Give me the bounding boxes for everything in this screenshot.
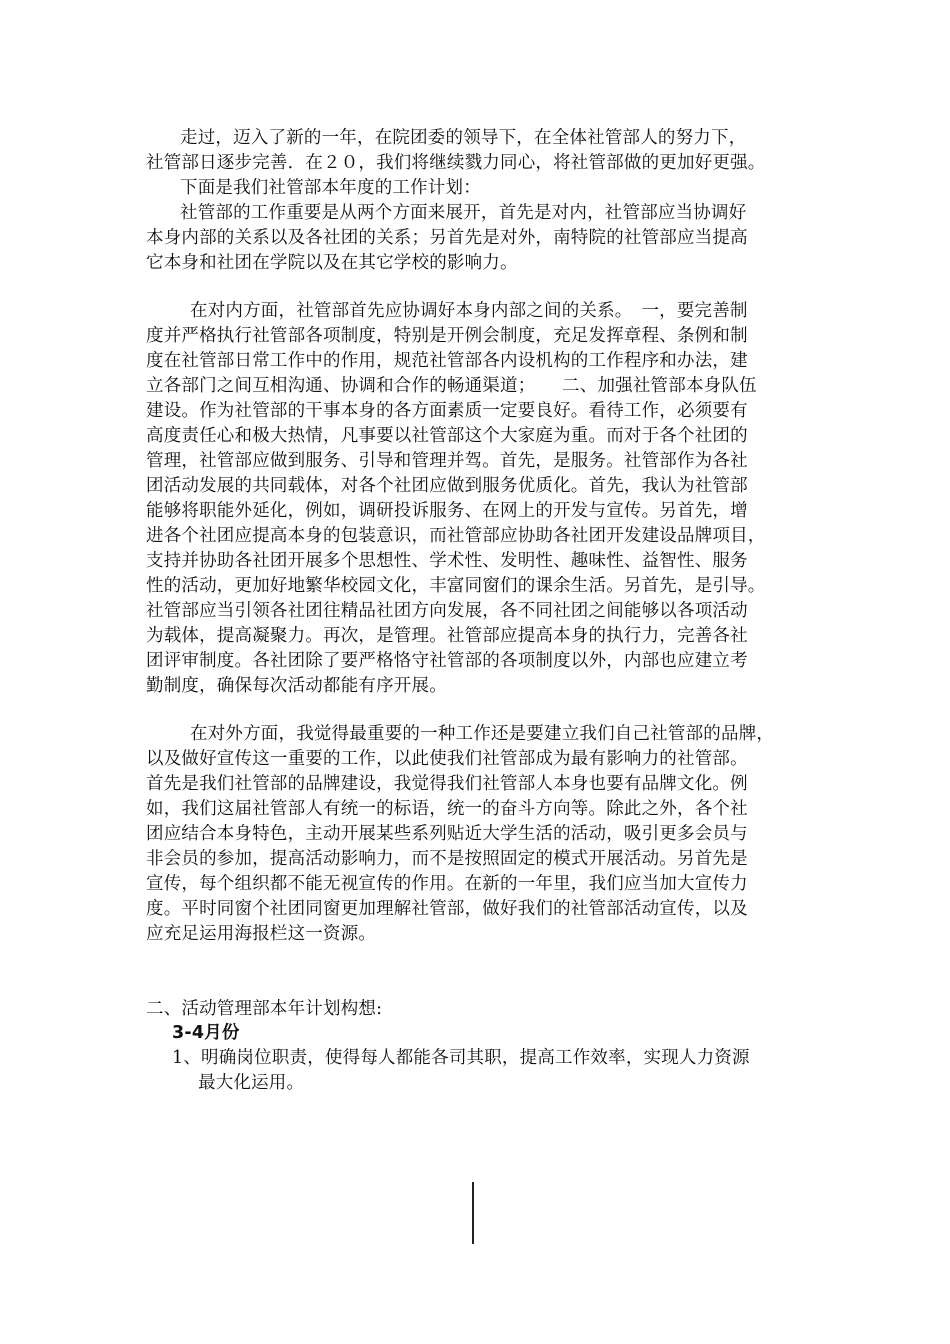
intro-line-6: 它本身和社团在学院以及在其它学校的影响力。 [146,253,518,273]
intro-line-5: 本身内部的关系以及各社团的关系；另首先是对外，南特院的社管部应当提高 [146,228,748,248]
internal-line-10: 进各个社团应提高本身的包装意识，而社管部应协助各社团开发建设品牌项目， [146,526,766,546]
internal-line-2: 度并严格执行社管部各项制度，特别是开例会制度，充足发挥章程、条例和制 [146,326,748,346]
intro-line-2: 社管部日逐步完善．在２０，我们将继续戮力同心，将社管部做的更加好更强。 [146,153,766,173]
external-line-5: 团应结合本身特色，主动开展某些系列贴近大学生活的活动，吸引更多会员与 [146,824,748,844]
internal-line-4: 立各部门之间互相沟通、协调和合作的畅通渠道； 二、加强社管部本身队伍 [146,376,757,396]
internal-line-11: 支持并协助各社团开展多个思想性、学术性、发明性、趣味性、益智性、服务 [146,551,748,571]
internal-line-5: 建设。作为社管部的干事本身的各方面素质一定要良好。看待工作，必须要有 [146,401,748,421]
vertical-divider [472,1182,474,1244]
internal-line-13: 社管部应当引领各社团往精品社团方向发展，各不同社团之间能够以各项活动 [146,601,748,621]
intro-line-3: 下面是我们社管部本年度的工作计划： [180,178,481,198]
month-heading: 3-4月份 [172,1023,240,1043]
external-line-4: 如，我们这届社管部人有统一的标语，统一的奋斗方向等。除此之外，各个社 [146,799,748,819]
internal-line-7: 管理，社管部应做到服务、引导和管理并驾。首先，是服务。社管部作为各社 [146,451,748,471]
external-line-6: 非会员的参加，提高活动影响力，而不是按照固定的模式开展活动。另首先是 [146,849,748,869]
internal-line-16: 勤制度，确保每次活动都能有序开展。 [146,676,447,696]
internal-line-8: 团活动发展的共同载体，对各个社团应做到服务优质化。首先，我认为社管部 [146,476,748,496]
item1-line-2: 最大化运用。 [198,1073,305,1093]
external-line-9: 应充足运用海报栏这一资源。 [146,924,377,944]
external-line-3: 首先是我们社管部的品牌建设，我觉得我们社管部人本身也要有品牌文化。例 [146,774,748,794]
item1-line-1: 1、明确岗位职责，使得每人都能各司其职，提高工作效率，实现人力资源 [172,1048,750,1068]
section-title: 二、活动管理部本年计划构想: [146,999,383,1019]
intro-line-1: 走过，迈入了新的一年，在院团委的领导下，在全体社管部人的努力下， [180,128,747,148]
internal-line-3: 度在社管部日常工作中的作用，规范社管部各内设机构的工作程序和办法，建 [146,351,748,371]
internal-line-6: 高度责任心和极大热情，凡事要以社管部这个大家庭为重。而对于各个社团的 [146,426,748,446]
external-line-1: 在对外方面，我觉得最重要的一种工作还是要建立我们自己社管部的品牌， [190,724,775,744]
external-line-8: 度。平时同窗个社团同窗更加理解社管部，做好我们的社管部活动宣传，以及 [146,899,748,919]
external-line-7: 宣传，每个组织都不能无视宣传的作用。在新的一年里，我们应当加大宣传力 [146,874,748,894]
internal-line-1: 在对内方面，社管部首先应协调好本身内部之间的关系。 一，要完善制 [190,301,748,321]
external-line-2: 以及做好宣传这一重要的工作，以此使我们社管部成为最有影响力的社管部。 [146,749,748,769]
internal-line-9: 能够将职能外延化，例如，调研投诉服务、在网上的开发与宣传。另首先，增 [146,501,748,521]
internal-line-14: 为载体，提高凝聚力。再次，是管理。社管部应提高本身的执行力，完善各社 [146,626,748,646]
internal-line-12: 性的活动，更加好地繁华校园文化，丰富同窗们的课余生活。另首先，是引导。 [146,576,766,596]
intro-line-4: 社管部的工作重要是从两个方面来展开，首先是对内，社管部应当协调好 [180,203,747,223]
internal-line-15: 团评审制度。各社团除了要严格恪守社管部的各项制度以外，内部也应建立考 [146,651,748,671]
